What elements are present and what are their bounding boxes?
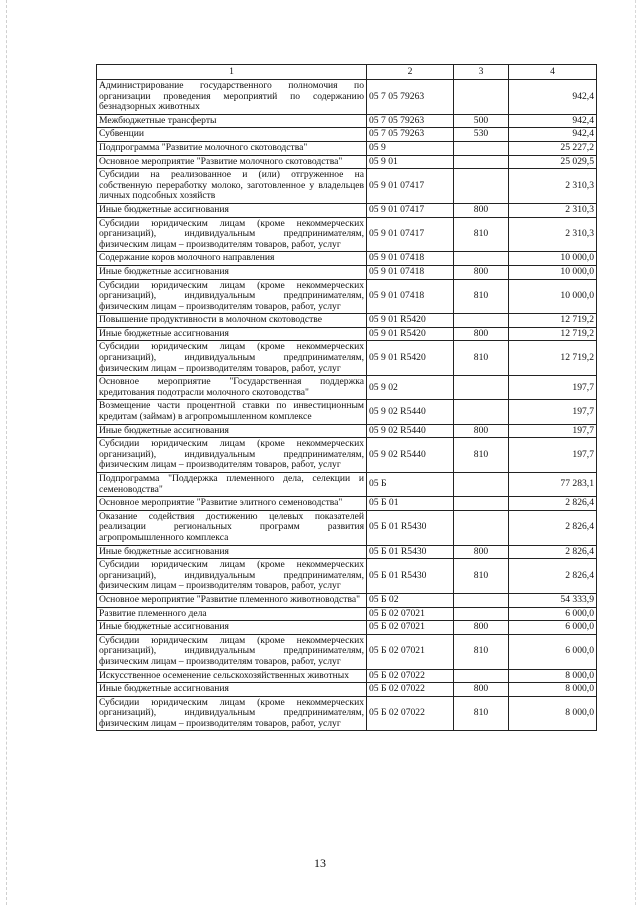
- row-name: Субсидии юридическим лицам (кроме некоммерческих организаций), индивидуальным предпринимателям, физическим лицам – производителям товаров, работ, услуг: [97, 696, 367, 731]
- table-row: [97, 669, 597, 683]
- table-row: [97, 683, 597, 697]
- row-code: 05 Б 02 07022: [367, 669, 454, 683]
- row-expense-type: [454, 141, 509, 155]
- row-sum: 10 000,0: [509, 252, 597, 266]
- table-row: [97, 621, 597, 635]
- row-expense-type: [454, 314, 509, 328]
- row-name: Развитие племенного дела: [97, 607, 367, 621]
- table-row: [97, 497, 597, 511]
- row-sum: 2 826,4: [509, 510, 597, 545]
- row-code: 05 Б 02 07022: [367, 696, 454, 731]
- row-sum: 6 000,0: [509, 621, 597, 635]
- table-row: [97, 114, 597, 128]
- row-sum: 8 000,0: [509, 696, 597, 731]
- table-row: [97, 141, 597, 155]
- row-code: 05 9 01 07417: [367, 217, 454, 252]
- row-expense-type: [454, 510, 509, 545]
- row-code: 05 9 02 R5440: [367, 438, 454, 473]
- row-code: 05 9 02 R5440: [367, 400, 454, 424]
- row-code: 05 9 01 07418: [367, 252, 454, 266]
- table-row: [97, 545, 597, 559]
- row-code: 05 9 01 R5420: [367, 341, 454, 376]
- row-expense-type: 800: [454, 424, 509, 438]
- row-code: 05 9 01 07418: [367, 279, 454, 314]
- table-row: [97, 376, 597, 400]
- row-sum: 12 719,2: [509, 314, 597, 328]
- row-sum: 2 826,4: [509, 497, 597, 511]
- table-body: [97, 80, 597, 731]
- row-name: Основное мероприятие "Развитие племенного животноводства": [97, 593, 367, 607]
- row-code: 05 Б 01 R5430: [367, 510, 454, 545]
- row-sum: 197,7: [509, 400, 597, 424]
- page-edge-right: [635, 0, 636, 905]
- row-sum: 942,4: [509, 114, 597, 128]
- page-number: 13: [314, 856, 326, 870]
- row-code: 05 Б 02: [367, 593, 454, 607]
- row-code: 05 Б: [367, 473, 454, 497]
- table-row: [97, 169, 597, 204]
- row-code: 05 Б 02 07022: [367, 683, 454, 697]
- table-row: [97, 203, 597, 217]
- table-row: [97, 279, 597, 314]
- row-code: 05 Б 02 07021: [367, 607, 454, 621]
- row-sum: 6 000,0: [509, 607, 597, 621]
- row-name: Возмещение части процентной ставки по инвестиционным кредитам (займам) в агропромышленном комплексе: [97, 400, 367, 424]
- row-code: 05 7 05 79263: [367, 128, 454, 142]
- row-code: 05 9 01 07417: [367, 203, 454, 217]
- row-name: Субсидии юридическим лицам (кроме некоммерческих организаций), индивидуальным предпринимателям, физическим лицам – производителям товаров, работ, услуг: [97, 217, 367, 252]
- row-name: Администрирование государственного полномочия по организации проведения мероприятий по содержанию безнадзорных животных: [97, 80, 367, 115]
- header-col-vr: 3: [454, 65, 509, 80]
- row-expense-type: 800: [454, 265, 509, 279]
- row-name: Подпрограмма "Развитие молочного скотоводства": [97, 141, 367, 155]
- header-col-code: 2: [367, 65, 454, 80]
- row-name: Основное мероприятие "Государственная поддержка кредитования подотрасли молочного скотоводства": [97, 376, 367, 400]
- header-row: [97, 65, 597, 80]
- row-name: Субсидии юридическим лицам (кроме некоммерческих организаций), индивидуальным предпринимателям, физическим лицам – производителям товаров, работ, услуг: [97, 279, 367, 314]
- row-sum: 8 000,0: [509, 669, 597, 683]
- table-row: [97, 634, 597, 669]
- row-expense-type: [454, 473, 509, 497]
- table-row: [97, 607, 597, 621]
- row-sum: 12 719,2: [509, 327, 597, 341]
- row-sum: 2 826,4: [509, 559, 597, 594]
- table-row: [97, 265, 597, 279]
- row-name: Иные бюджетные ассигнования: [97, 327, 367, 341]
- table-row: [97, 217, 597, 252]
- row-name: Основное мероприятие "Развитие молочного скотоводства": [97, 155, 367, 169]
- row-name: Субсидии юридическим лицам (кроме некоммерческих организаций), индивидуальным предпринимателям, физическим лицам – производителям товаров, работ, услуг: [97, 341, 367, 376]
- row-sum: 6 000,0: [509, 634, 597, 669]
- row-expense-type: [454, 669, 509, 683]
- row-code: 05 9 01 07417: [367, 169, 454, 204]
- row-name: Субсидии юридическим лицам (кроме некоммерческих организаций), индивидуальным предпринимателям, физическим лицам – производителям товаров, работ, услуг: [97, 634, 367, 669]
- row-name: Иные бюджетные ассигнования: [97, 683, 367, 697]
- row-name: Иные бюджетные ассигнования: [97, 265, 367, 279]
- table-row: [97, 327, 597, 341]
- row-sum: 2 310,3: [509, 169, 597, 204]
- row-expense-type: 810: [454, 279, 509, 314]
- page-edge-left: [6, 0, 7, 905]
- row-code: 05 Б 02 07021: [367, 621, 454, 635]
- row-expense-type: 800: [454, 683, 509, 697]
- row-sum: 2 310,3: [509, 203, 597, 217]
- row-expense-type: [454, 593, 509, 607]
- row-expense-type: 800: [454, 621, 509, 635]
- header-col-name: 1: [97, 65, 367, 80]
- row-code: 05 9 02: [367, 376, 454, 400]
- row-sum: 54 333,9: [509, 593, 597, 607]
- row-expense-type: [454, 155, 509, 169]
- table-row: [97, 510, 597, 545]
- table-row: [97, 473, 597, 497]
- row-code: 05 9 01 R5420: [367, 327, 454, 341]
- row-name: Субсидии юридическим лицам (кроме некоммерческих организаций), индивидуальным предпринимателям, физическим лицам – производителям товаров, работ, услуг: [97, 559, 367, 594]
- row-sum: 12 719,2: [509, 341, 597, 376]
- row-code: 05 9 01: [367, 155, 454, 169]
- row-expense-type: 810: [454, 217, 509, 252]
- row-expense-type: [454, 497, 509, 511]
- row-sum: 197,7: [509, 376, 597, 400]
- row-name: Иные бюджетные ассигнования: [97, 203, 367, 217]
- row-code: 05 9 02 R5440: [367, 424, 454, 438]
- table-row: [97, 424, 597, 438]
- row-expense-type: [454, 400, 509, 424]
- row-expense-type: 800: [454, 545, 509, 559]
- row-sum: 197,7: [509, 424, 597, 438]
- row-expense-type: [454, 169, 509, 204]
- row-expense-type: 810: [454, 438, 509, 473]
- row-code: 05 7 05 79263: [367, 114, 454, 128]
- table-row: [97, 128, 597, 142]
- row-code: 05 Б 01: [367, 497, 454, 511]
- row-sum: 942,4: [509, 128, 597, 142]
- row-code: 05 Б 01 R5430: [367, 545, 454, 559]
- row-name: Содержание коров молочного направления: [97, 252, 367, 266]
- row-name: Подпрограмма "Поддержка племенного дела, селекции и семеноводства": [97, 473, 367, 497]
- row-name: Основное мероприятие "Развитие элитного семеноводства": [97, 497, 367, 511]
- row-code: 05 Б 01 R5430: [367, 559, 454, 594]
- table-row: [97, 696, 597, 731]
- header-col-sum: 4: [509, 65, 597, 80]
- row-name: Оказание содействия достижению целевых показателей реализации региональных программ развития агропромышленного комплекса: [97, 510, 367, 545]
- row-name: Субсидии на реализованное и (или) отгруженное на собственную переработку молоко, заготовленное у владельцев личных подсобных хозяйств: [97, 169, 367, 204]
- table-row: [97, 400, 597, 424]
- table-row: [97, 593, 597, 607]
- row-expense-type: 530: [454, 128, 509, 142]
- row-expense-type: 810: [454, 696, 509, 731]
- row-sum: 10 000,0: [509, 279, 597, 314]
- row-name: Иные бюджетные ассигнования: [97, 621, 367, 635]
- row-name: Повышение продуктивности в молочном скотоводстве: [97, 314, 367, 328]
- row-code: 05 7 05 79263: [367, 80, 454, 115]
- row-expense-type: 800: [454, 203, 509, 217]
- row-expense-type: 810: [454, 341, 509, 376]
- table-row: [97, 252, 597, 266]
- table-row: [97, 314, 597, 328]
- row-code: 05 9 01 R5420: [367, 314, 454, 328]
- table-row: [97, 341, 597, 376]
- row-expense-type: 810: [454, 634, 509, 669]
- row-code: 05 Б 02 07021: [367, 634, 454, 669]
- row-sum: 2 826,4: [509, 545, 597, 559]
- row-sum: 8 000,0: [509, 683, 597, 697]
- table-row: [97, 80, 597, 115]
- row-code: 05 9: [367, 141, 454, 155]
- table-row: [97, 438, 597, 473]
- row-name: Иные бюджетные ассигнования: [97, 424, 367, 438]
- row-expense-type: 500: [454, 114, 509, 128]
- row-sum: 25 029,5: [509, 155, 597, 169]
- row-expense-type: [454, 80, 509, 115]
- row-sum: 197,7: [509, 438, 597, 473]
- row-name: Межбюджетные трансферты: [97, 114, 367, 128]
- table-row: [97, 155, 597, 169]
- row-expense-type: 800: [454, 327, 509, 341]
- row-sum: 942,4: [509, 80, 597, 115]
- table-row: [97, 559, 597, 594]
- row-expense-type: [454, 376, 509, 400]
- row-expense-type: [454, 607, 509, 621]
- table-header: [97, 65, 597, 80]
- row-name: Искусственное осеменение сельскохозяйственных животных: [97, 669, 367, 683]
- row-code: 05 9 01 07418: [367, 265, 454, 279]
- row-name: Субвенции: [97, 128, 367, 142]
- row-sum: 77 283,1: [509, 473, 597, 497]
- budget-table: [96, 64, 597, 731]
- row-expense-type: [454, 252, 509, 266]
- row-sum: 2 310,3: [509, 217, 597, 252]
- row-sum: 10 000,0: [509, 265, 597, 279]
- row-sum: 25 227,2: [509, 141, 597, 155]
- row-name: Субсидии юридическим лицам (кроме некоммерческих организаций), индивидуальным предпринимателям, физическим лицам – производителям товаров, работ, услуг: [97, 438, 367, 473]
- row-expense-type: 810: [454, 559, 509, 594]
- row-name: Иные бюджетные ассигнования: [97, 545, 367, 559]
